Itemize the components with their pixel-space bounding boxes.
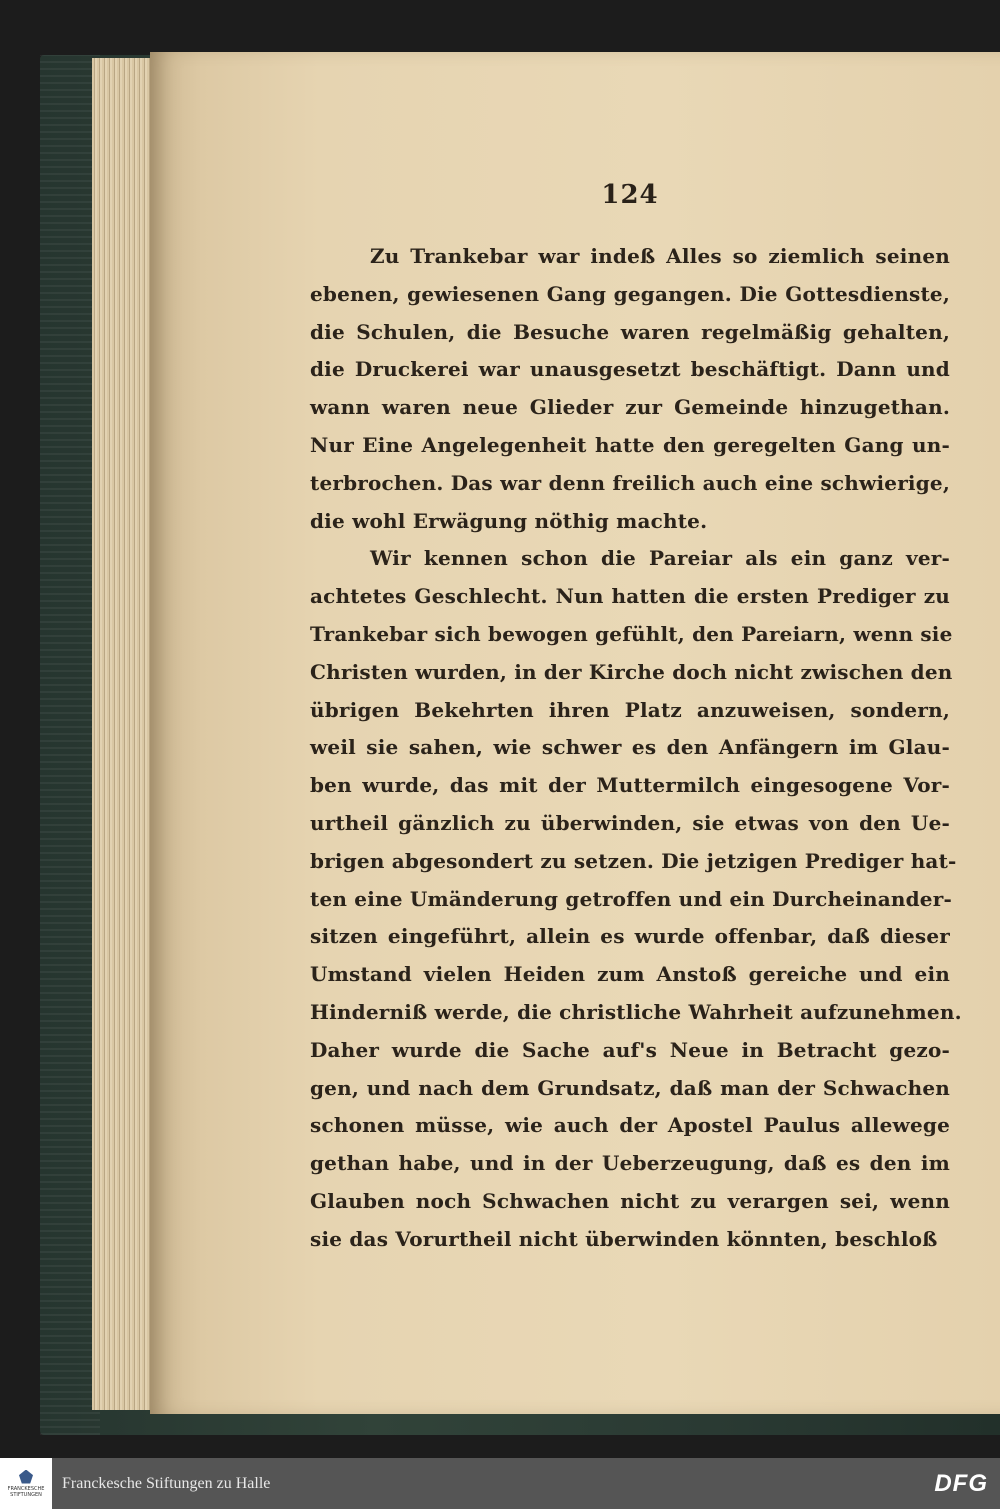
text-line: übrigen Bekehrten ihren Platz anzuweisen, sondern, [310, 697, 950, 722]
text-line: Trankebar sich bewogen gefühlt, den Pareiarn, wenn sie [310, 621, 953, 646]
text-line: brigen abgesondert zu setzen. Die jetzigen Prediger hat- [310, 848, 957, 873]
dfg-logo[interactable]: DFG [934, 1470, 988, 1497]
text-line: Zu Trankebar war indeß Alles so ziemlich seinen [370, 244, 950, 268]
text-line: ben wurde, das mit der Muttermilch eingesogene Vor- [310, 773, 950, 798]
page-number: 124 [601, 180, 659, 210]
text-line: achtetes Geschlecht. Nun hatten die ersten Prediger zu [310, 584, 950, 609]
text-line: ebenen, gewiesenen Gang gegangen. Die Gottesdienste, [310, 281, 950, 306]
text-line: ten eine Umänderung getroffen und ein Durcheinander- [310, 886, 952, 911]
text-line: die wohl Erwägung nöthig machte. [310, 508, 708, 533]
text-line: gen, und nach dem Grundsatz, daß man der Schwachen [310, 1075, 950, 1100]
text-line: Daher wurde die Sache auf's Neue in Betracht gezo- [310, 1037, 950, 1062]
text-line: die Druckerei war unausgesetzt beschäftigt. Dann und [310, 357, 950, 382]
text-line: die Schulen, die Besuche waren regelmäßig gehalten, [310, 319, 950, 344]
text-line: weil sie sahen, wie schwer es den Anfängern im Glau- [310, 735, 950, 760]
institution-logo[interactable] [0, 1458, 52, 1509]
institution-logo-icon [19, 1470, 33, 1484]
page-text [310, 238, 962, 1259]
text-line: Umstand vielen Heiden zum Anstoß gereiche und ein [310, 962, 950, 987]
text-line: sitzen eingeführt, allein es wurde offenbar, daß dieser [310, 924, 950, 949]
text-line: schonen müsse, wie auch der Apostel Paulus allewege [310, 1113, 950, 1138]
cover-texture [40, 55, 100, 1435]
text-line: Christen wurden, in der Kirche doch nicht zwischen den [310, 659, 953, 684]
text-line: gethan habe, und in der Ueberzeugung, daß es den im [310, 1151, 950, 1176]
text-line: Glauben noch Schwachen nicht zu verargen sei, wenn [310, 1188, 950, 1213]
text-line: terbrochen. Das war denn freilich auch eine schwierige, [310, 470, 950, 495]
institution-logo-text: FRANCKESCHE STIFTUNGEN [7, 1485, 45, 1498]
footer-bar [0, 1458, 1000, 1509]
text-line: sie das Vorurtheil nicht überwinden könnten, beschloß [310, 1226, 938, 1251]
text-line: Hinderniß werde, die christliche Wahrheit aufzunehmen. [310, 999, 962, 1024]
text-line: Nur Eine Angelegenheit hatte den geregelten Gang un- [310, 432, 950, 457]
text-line: urtheil gänzlich zu überwinden, sie etwas von den Ue- [310, 810, 950, 835]
text-line: wann waren neue Glieder zur Gemeinde hinzugethan. [310, 395, 950, 420]
text-line: Wir kennen schon die Pareiar als ein ganz ver- [370, 546, 950, 571]
institution-name[interactable]: Franckesche Stiftungen zu Halle [62, 1474, 271, 1492]
